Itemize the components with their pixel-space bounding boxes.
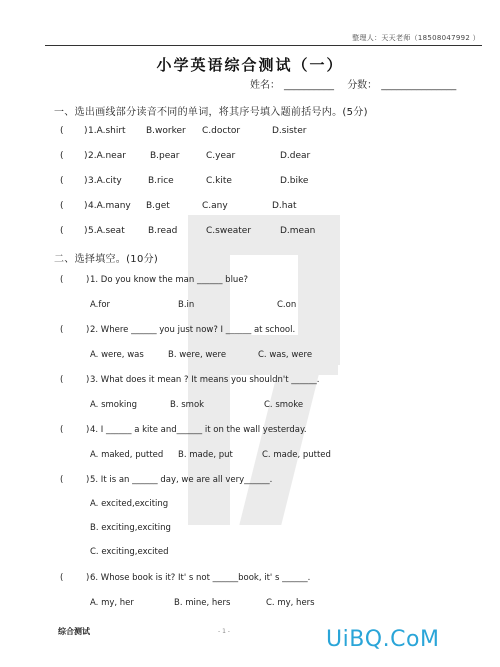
question-text: 3. What does it mean ? It means you shouldn't ______. [90,375,320,385]
option-a: 4.A.many [88,201,131,211]
score-label: 分数： [347,80,378,91]
question-text: 2. Where ______ you just now? I ______ at school. [90,325,296,335]
option-a: 3.A.city [88,176,122,186]
option-b: B. mine, hers [174,598,231,608]
option-c: C.year [206,151,236,161]
answer-slot[interactable]: ) [84,176,88,186]
paren-left: ( [60,226,64,236]
site-logo: UiBQ.CoM [326,627,440,652]
option-b: B.in [178,300,195,310]
option-c: C. exciting,excited [90,547,169,557]
paren-left: ( [60,475,64,485]
answer-slot[interactable]: ) [86,425,90,435]
paren-left: ( [60,425,64,435]
paren-left: ( [60,126,64,136]
option-a: 5.A.seat [88,226,125,236]
option-c: C.kite [206,176,232,186]
option-d: D.hat [272,201,297,211]
option-c: C.on [277,300,297,310]
option-d: D.sister [272,126,307,136]
answer-slot[interactable]: ) [86,325,90,335]
option-b: B.worker [146,126,186,136]
paren-left: ( [60,176,64,186]
section2-heading: 二、选择填空。(10分) [54,254,159,265]
paren-left: ( [60,375,64,385]
option-b: B.rice [148,176,174,186]
option-c: C. my, hers [266,598,315,608]
question-text: 6. Whose book is it? It' s not ______book, it' s ______. [90,573,311,583]
paren-left: ( [60,573,64,583]
name-label: 姓名： [250,80,280,91]
option-a: A. my, her [90,598,134,608]
option-c: C.doctor [202,126,241,136]
option-a: 2.A.near [88,151,126,161]
paren-left: ( [60,201,64,211]
page-number: - 1 - [218,628,230,635]
option-a: A. excited,exciting [90,499,169,509]
option-c: C. smoke [264,400,304,410]
paren-left: ( [60,275,64,285]
footer-title: 综合测试 [58,627,90,636]
option-a: 1.A.shirt [88,126,126,136]
option-a: A. maked, putted [90,450,164,460]
answer-slot[interactable]: ) [84,151,88,161]
option-d: D.dear [280,151,311,161]
option-d: D.mean [280,226,316,236]
header-rule [45,45,482,46]
option-a: A. smoking [90,400,138,410]
header-note: 整理人：天天老师（18508047992 ） [352,34,480,42]
option-d: D.bike [280,176,309,186]
answer-slot[interactable]: ) [84,126,88,136]
paren-left: ( [60,325,64,335]
question-text: 5. It is an ______ day, we are all very______. [90,475,273,485]
name-field[interactable]: __________ [284,80,334,91]
option-c: C. made, putted [262,450,331,460]
option-b: B.get [146,201,170,211]
answer-slot[interactable]: ) [86,275,90,285]
option-c: C. was, were [258,350,313,360]
section1-heading: 一、选出画线部分读音不同的单词，将其序号填入题前括号内。(5分) [54,107,368,118]
paren-left: ( [60,151,64,161]
name-score-line [250,76,460,91]
answer-slot[interactable]: ) [86,573,90,583]
answer-slot[interactable]: ) [86,475,90,485]
option-a: A.for [90,300,111,310]
question-text: 1. Do you know the man ______ blue? [90,275,249,285]
option-b: B.read [148,226,178,236]
option-b: B. were, were [168,350,227,360]
option-b: B. smok [170,400,205,410]
option-b: B.pear [150,151,180,161]
answer-slot[interactable]: ) [84,201,88,211]
option-a: A. were, was [90,350,144,360]
option-c: C.sweater [206,226,252,236]
answer-slot[interactable]: ) [86,375,90,385]
answer-slot[interactable]: ) [84,226,88,236]
option-b: B. exciting,exciting [90,523,171,533]
score-field[interactable]: _______________ [381,80,457,91]
question-text: 4. I ______ a kite and______ it on the wall yesterday. [90,425,307,435]
option-c: C.any [202,201,228,211]
option-b: B. made, put [178,450,233,460]
page-title: 小学英语综合测试（一） [156,56,344,74]
